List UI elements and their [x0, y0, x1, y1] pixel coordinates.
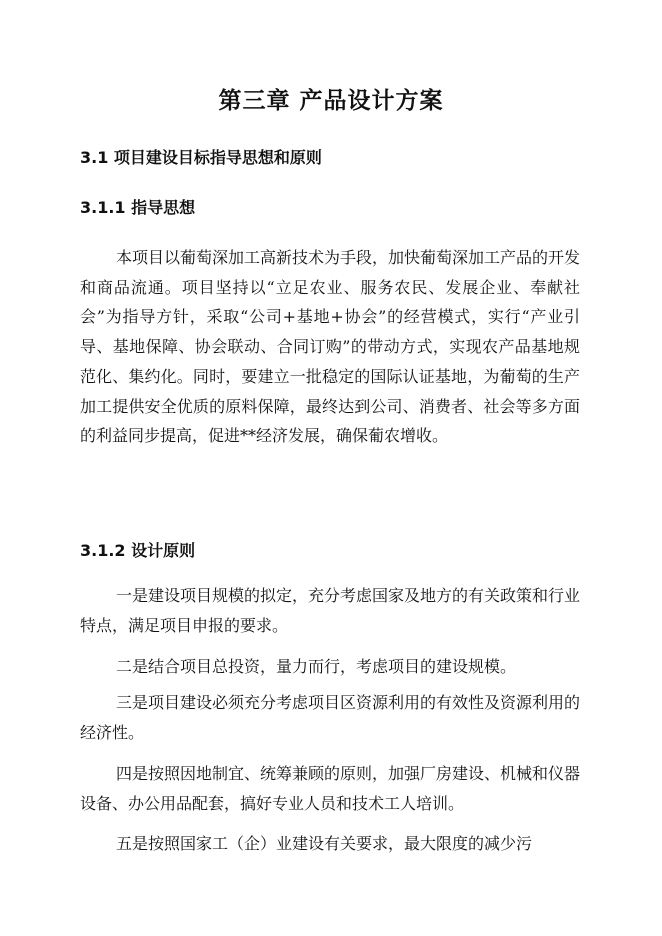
- section-heading-3-1: 3.1 项目建设目标指导思想和原则: [80, 148, 322, 167]
- guiding-ideology-paragraph: 本项目以葡萄深加工高新技术为手段，加快葡萄深加工产品的开发和商品流通。项目坚持以“立足农业、服务农民、发展企业、奉献社会”为指导方针，采取“公司+基地+协会”的经营模式，实行“产业引导、基地保障、协会联动、合同订购”的带动方式，实现农产品基地规范化、集约化。同时，要建立一批稳定的国际认证基地，为葡萄的生产加工提供安全优质的原料保障，最终达到公司、消费者、社会等多方面的利益同步提高，促进**经济发展，确保葡农增收。: [80, 248, 581, 446]
- principle-item-1: 一是建设项目规模的拟定，充分考虑国家及地方的有关政策和行业特点，满足项目申报的要求。: [80, 586, 581, 635]
- principle-item-3: 三是项目建设必须充分考虑项目区资源利用的有效性及资源利用的经济性。: [80, 693, 581, 742]
- principle-item-4: 四是按照因地制宜、统筹兼顾的原则，加强厂房建设、机械和仪器设备、办公用品配套，搞好专业人员和技术工人培训。: [80, 764, 581, 813]
- section-heading-3-1-1: 3.1.1 指导思想: [80, 198, 196, 217]
- principle-item-5: 五是按照国家工（企）业建设有关要求，最大限度的减少污: [116, 834, 533, 853]
- section-heading-3-1-2: 3.1.2 设计原则: [80, 541, 196, 560]
- principle-item-2: 二是结合项目总投资，量力而行，考虑项目的建设规模。: [116, 657, 517, 676]
- chapter-title: 第三章 产品设计方案: [218, 88, 444, 114]
